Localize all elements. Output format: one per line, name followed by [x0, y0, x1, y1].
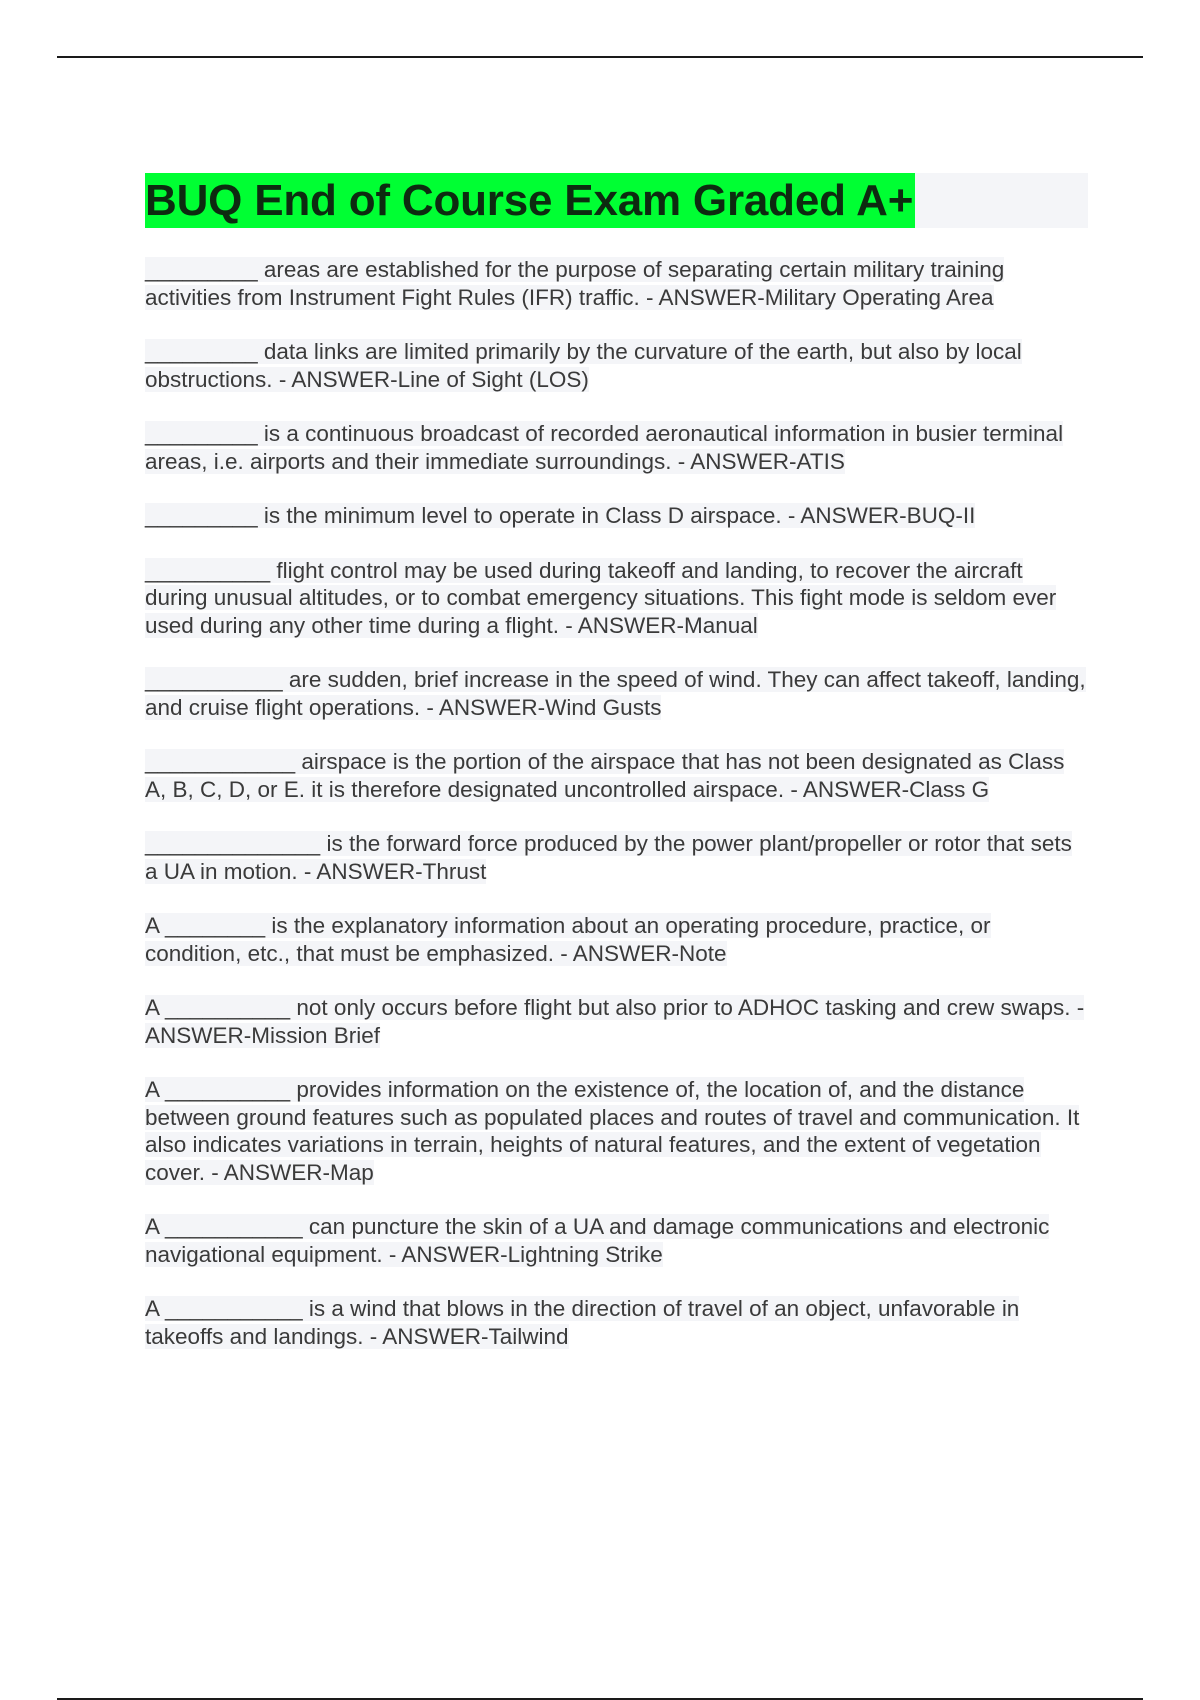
qa-text: ______________ is the forward force produced by the power plant/propeller or rotor that sets a UA in motion. - ANSWER-Thrust — [145, 831, 1072, 884]
qa-item — [145, 1213, 1088, 1268]
qa-text: A ________ is the explanatory information about an operating procedure, practice, or condition, etc., that must be emphasized. - ANSWER-Note — [145, 913, 991, 966]
qa-item — [145, 420, 1088, 475]
qa-item — [145, 557, 1088, 640]
qa-text: _________ data links are limited primarily by the curvature of the earth, but also by local obstructions. - ANSWER-Line of Sight (LOS) — [145, 339, 1022, 392]
qa-item — [145, 666, 1088, 721]
qa-text: A __________ not only occurs before flight but also prior to ADHOC tasking and crew swaps. - ANSWER-Mission Brief — [145, 995, 1085, 1048]
qa-text: _________ is the minimum level to operate in Class D airspace. - ANSWER-BUQ-II — [145, 503, 976, 528]
qa-list — [145, 256, 1088, 1350]
qa-text: _________ areas are established for the purpose of separating certain military training activities from Instrument Fight Rules (IFR) traffic. - ANSWER-Military Operating Area — [145, 257, 1005, 310]
qa-item — [145, 994, 1088, 1049]
qa-text: ____________ airspace is the portion of the airspace that has not been designated as Class A, B, C, D, or E. it is therefore designated uncontrolled airspace. - ANSWER-Class G — [145, 749, 1065, 802]
qa-item — [145, 502, 1088, 530]
title-block — [145, 173, 1088, 228]
qa-text: A ___________ can puncture the skin of a UA and damage communications and electronic navigational equipment. - ANSWER-Lightning Strike — [145, 1214, 1050, 1267]
qa-item — [145, 1295, 1088, 1350]
qa-item — [145, 912, 1088, 967]
qa-text: _________ is a continuous broadcast of recorded aeronautical information in busier terminal areas, i.e. airports and their immediate surroundings. - ANSWER-ATIS — [145, 421, 1064, 474]
page-top-rule — [57, 56, 1143, 58]
qa-item — [145, 830, 1088, 885]
qa-item — [145, 256, 1088, 311]
qa-item — [145, 1076, 1088, 1186]
document-body — [145, 173, 1088, 1377]
qa-text: A __________ provides information on the existence of, the location of, and the distance between ground features such as populated places and routes of travel and communication. It also indicates variations in terrain, heights of natural features, and the extent of vegetation cover. - ANSWER-Map — [145, 1077, 1080, 1185]
qa-item — [145, 748, 1088, 803]
qa-text: __________ flight control may be used during takeoff and landing, to recover the aircraft during unusual altitudes, or to combat emergency situations. This fight mode is seldom ever used during any other time during a flight. - ANSWER-Manual — [145, 557, 1057, 638]
page-title: BUQ End of Course Exam Graded A+ — [145, 173, 915, 228]
qa-text: A ___________ is a wind that blows in the direction of travel of an object, unfavorable in takeoffs and landings. - ANSWER-Tailwind — [145, 1296, 1020, 1349]
qa-item — [145, 338, 1088, 393]
qa-text: ___________ are sudden, brief increase in the speed of wind. They can affect takeoff, landing, and cruise flight operations. - ANSWER-Wind Gusts — [145, 667, 1086, 720]
